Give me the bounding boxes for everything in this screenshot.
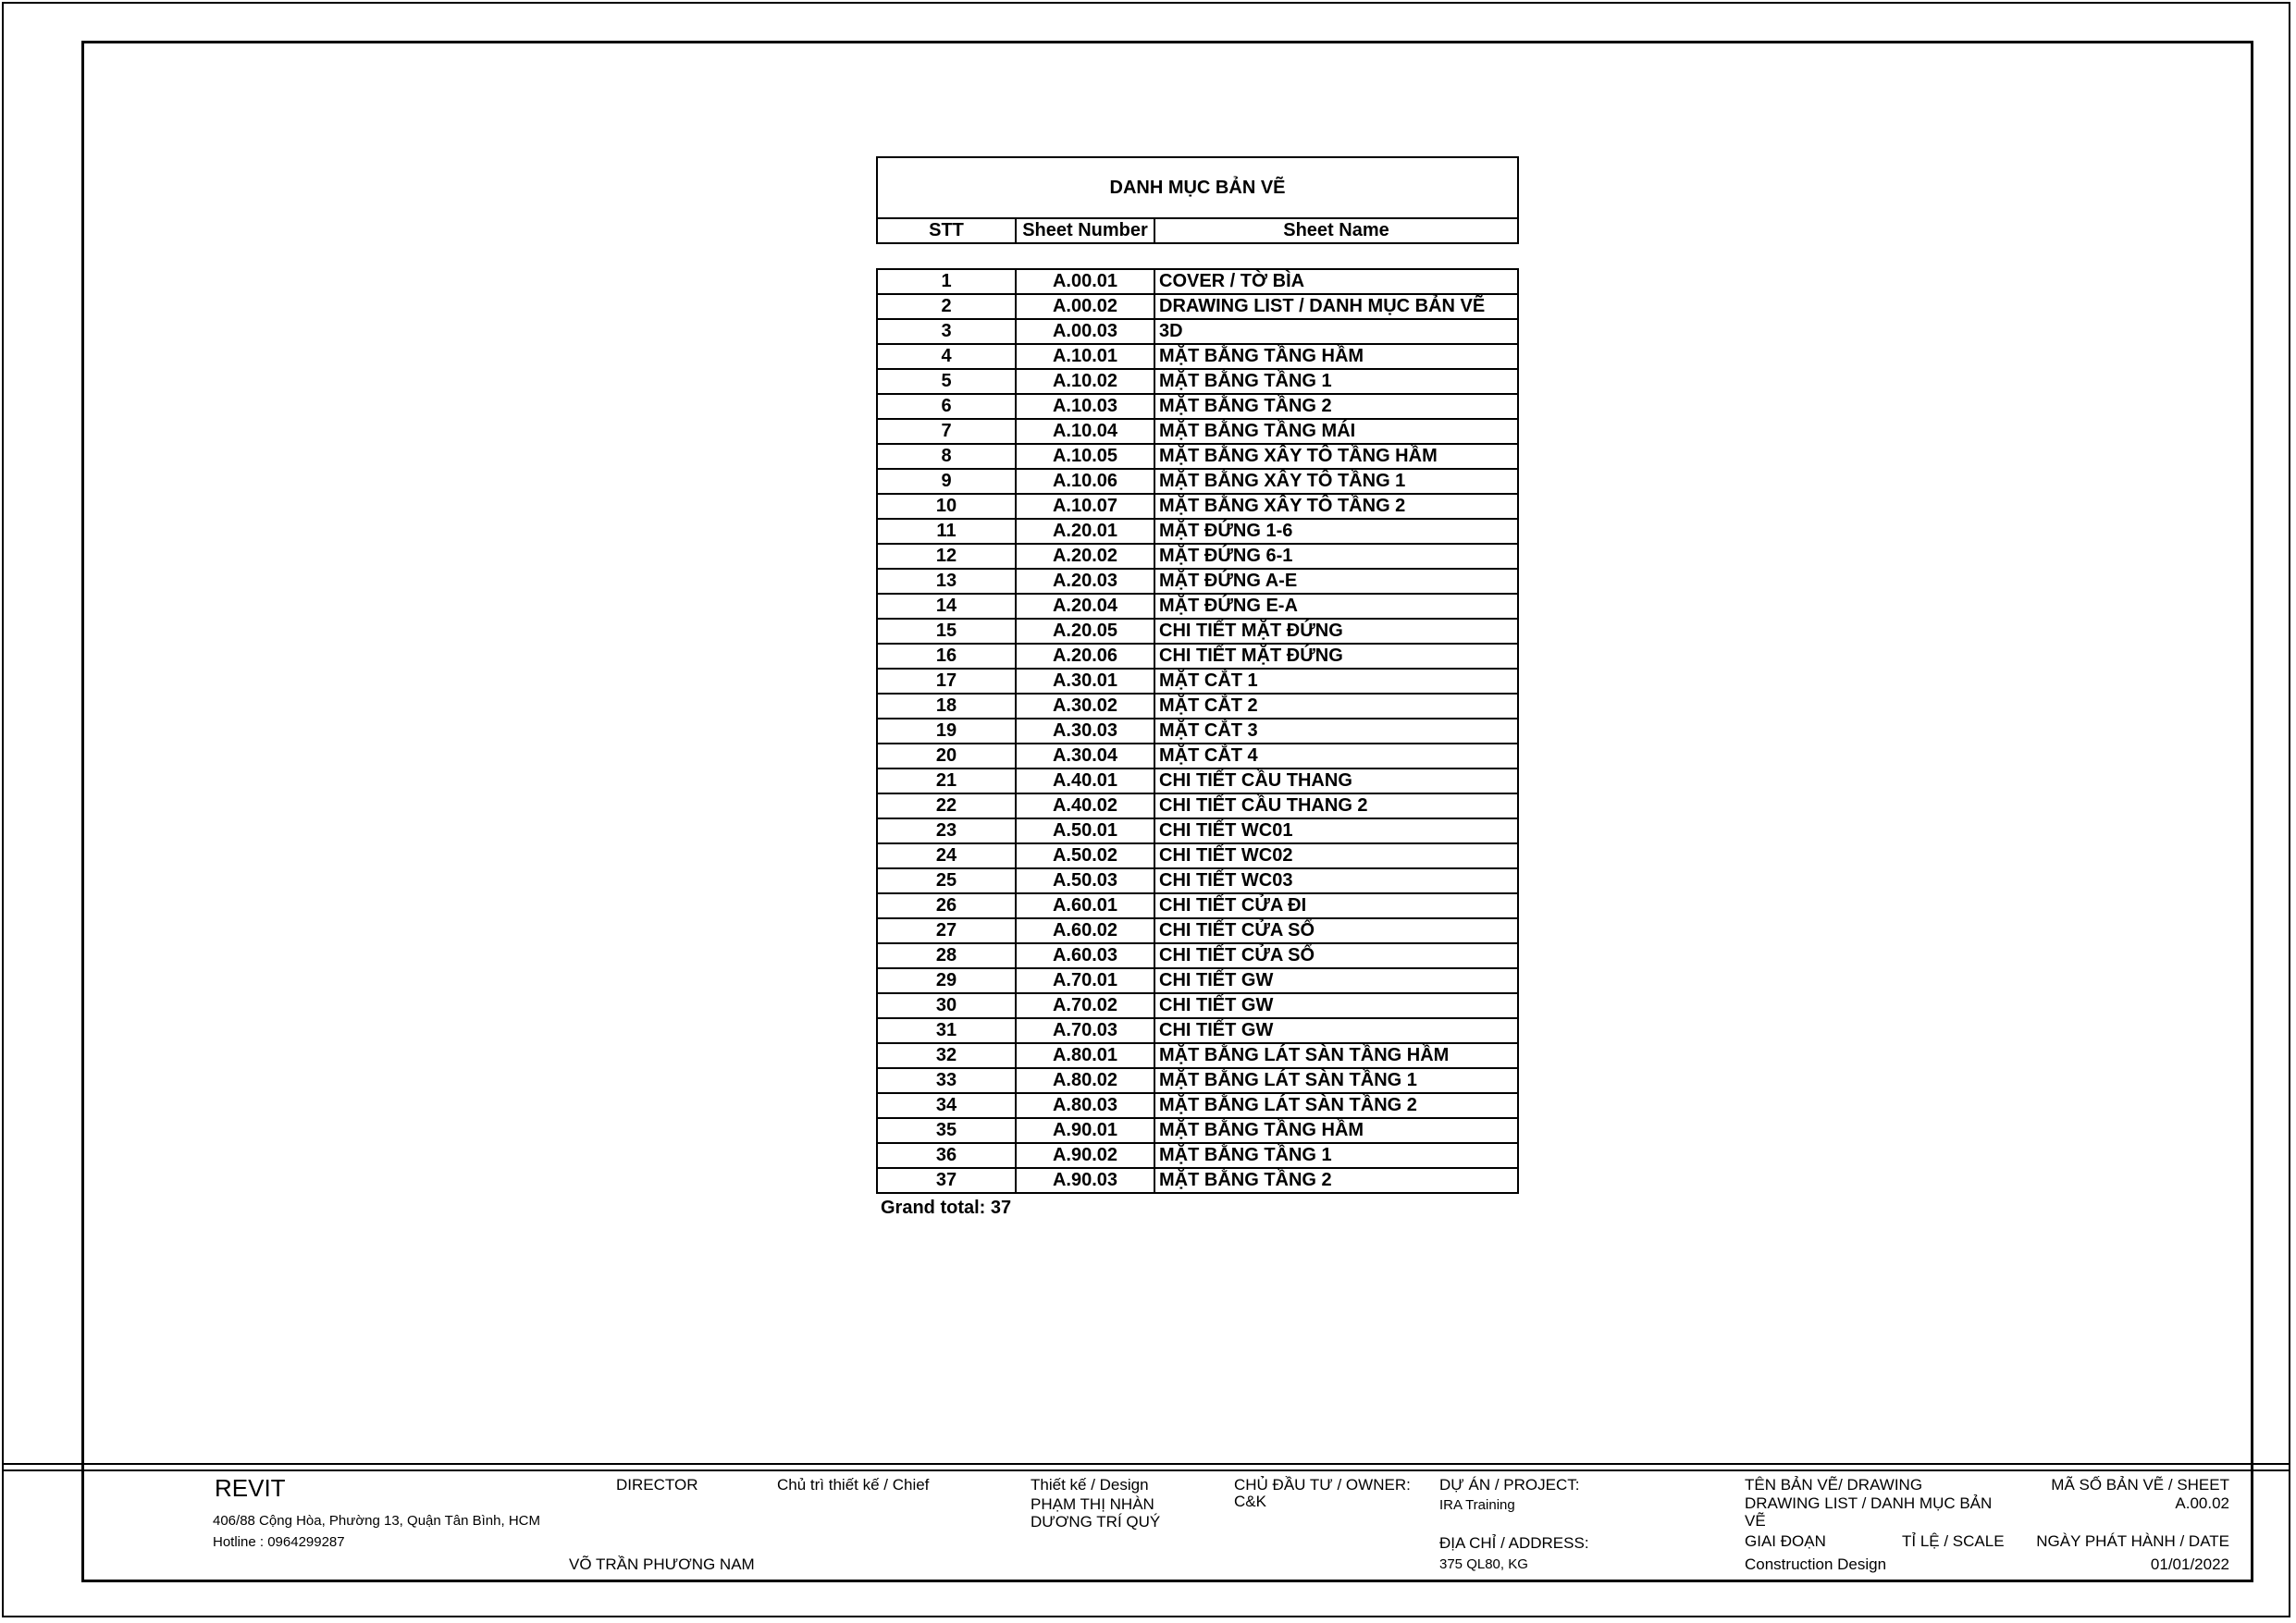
row-sheet-number: A.80.02 [1016,1068,1154,1093]
director-name: VÕ TRẦN PHƯƠNG NAM [569,1555,755,1573]
row-stt: 17 [877,669,1016,694]
schedule-body-table [876,268,1519,1194]
row-sheet-name: CHI TIẾT CỬA SỔ [1154,943,1518,968]
row-sheet-number: A.40.01 [1016,768,1154,793]
schedule-title: DANH MỤC BẢN VẼ [876,156,1519,217]
table-row [877,1168,1518,1193]
table-row [877,269,1518,294]
table-row [877,918,1518,943]
row-sheet-number: A.30.01 [1016,669,1154,694]
row-sheet-name: CHI TIẾT GW [1154,1018,1518,1043]
drawing-label: TÊN BẢN VẼ/ DRAWING [1745,1476,1923,1494]
sheet-label: MÃ SỐ BẢN VẼ / SHEET [2051,1476,2229,1494]
row-stt: 37 [877,1168,1016,1193]
row-sheet-number: A.20.06 [1016,644,1154,669]
row-sheet-number: A.10.05 [1016,444,1154,469]
row-stt: 8 [877,444,1016,469]
row-stt: 34 [877,1093,1016,1118]
address-value: 375 QL80, KG [1439,1556,1528,1572]
row-sheet-number: A.80.03 [1016,1093,1154,1118]
row-sheet-name: MẶT BẰNG LÁT SÀN TẦNG 1 [1154,1068,1518,1093]
row-stt: 3 [877,319,1016,344]
table-row [877,993,1518,1018]
row-stt: 21 [877,768,1016,793]
row-sheet-name: COVER / TỜ BÌA [1154,269,1518,294]
row-sheet-name: CHI TIẾT WC02 [1154,843,1518,868]
row-stt: 22 [877,793,1016,818]
table-row [877,768,1518,793]
table-row [877,669,1518,694]
row-sheet-name: MẶT BẰNG XÂY TÔ TẦNG HẦM [1154,444,1518,469]
table-row [877,893,1518,918]
table-row [877,1068,1518,1093]
row-sheet-number: A.70.03 [1016,1018,1154,1043]
row-sheet-number: A.00.01 [1016,269,1154,294]
row-stt: 15 [877,619,1016,644]
row-stt: 4 [877,344,1016,369]
owner-value: C&K [1234,1493,1266,1510]
company-hotline: Hotline : 0964299287 [213,1534,345,1550]
table-row [877,1043,1518,1068]
row-sheet-number: A.20.01 [1016,519,1154,544]
row-stt: 16 [877,644,1016,669]
row-stt: 20 [877,744,1016,768]
row-sheet-number: A.10.01 [1016,344,1154,369]
row-sheet-number: A.50.03 [1016,868,1154,893]
scale-label: TỈ LỆ / SCALE [1902,1532,2005,1550]
row-sheet-name: MẶT BẰNG XÂY TÔ TẦNG 2 [1154,494,1518,519]
row-sheet-number: A.70.02 [1016,993,1154,1018]
row-sheet-name: CHI TIẾT WC03 [1154,868,1518,893]
row-stt: 13 [877,569,1016,594]
row-sheet-name: CHI TIẾT MẶT ĐỨNG [1154,644,1518,669]
row-sheet-number: A.10.02 [1016,369,1154,394]
row-stt: 9 [877,469,1016,494]
row-sheet-number: A.40.02 [1016,793,1154,818]
row-sheet-number: A.10.04 [1016,419,1154,444]
drawing-value-line1: DRAWING LIST / DANH MỤC BẢN [1745,1494,1993,1512]
table-row [877,469,1518,494]
row-stt: 14 [877,594,1016,619]
table-row [877,818,1518,843]
table-row [877,1018,1518,1043]
row-sheet-number: A.20.05 [1016,619,1154,644]
row-stt: 28 [877,943,1016,968]
schedule-header-table [876,217,1519,244]
row-sheet-name: MẶT BẰNG TẦNG 1 [1154,1143,1518,1168]
row-stt: 27 [877,918,1016,943]
row-stt: 26 [877,893,1016,918]
row-sheet-number: A.50.02 [1016,843,1154,868]
row-sheet-name: CHI TIẾT CẦU THANG [1154,768,1518,793]
row-sheet-name: MẶT ĐỨNG A-E [1154,569,1518,594]
row-sheet-number: A.60.02 [1016,918,1154,943]
row-stt: 32 [877,1043,1016,1068]
row-sheet-number: A.20.04 [1016,594,1154,619]
row-sheet-number: A.60.03 [1016,943,1154,968]
row-sheet-number: A.10.07 [1016,494,1154,519]
owner-label: CHỦ ĐẦU TƯ / OWNER: [1234,1476,1411,1494]
row-sheet-number: A.00.03 [1016,319,1154,344]
row-stt: 36 [877,1143,1016,1168]
table-row [877,344,1518,369]
row-sheet-number: A.20.03 [1016,569,1154,594]
table-row [877,968,1518,993]
row-sheet-name: CHI TIẾT MẶT ĐỨNG [1154,619,1518,644]
project-label: DỰ ÁN / PROJECT: [1439,1476,1580,1494]
row-sheet-number: A.80.01 [1016,1043,1154,1068]
row-sheet-name: 3D [1154,319,1518,344]
table-row [877,694,1518,719]
row-stt: 1 [877,269,1016,294]
project-value: IRA Training [1439,1497,1515,1513]
table-row [877,868,1518,893]
row-sheet-name: CHI TIẾT CỬA ĐI [1154,893,1518,918]
row-stt: 19 [877,719,1016,744]
row-sheet-name: MẶT ĐỨNG 1-6 [1154,519,1518,544]
row-sheet-name: MẶT BẰNG TẦNG MÁI [1154,419,1518,444]
header-sheet-number: Sheet Number [1016,218,1154,243]
table-row [877,419,1518,444]
row-stt: 6 [877,394,1016,419]
row-sheet-number: A.10.03 [1016,394,1154,419]
table-row [877,793,1518,818]
table-row [877,444,1518,469]
row-stt: 10 [877,494,1016,519]
row-sheet-name: CHI TIẾT CỬA SỔ [1154,918,1518,943]
company-name: REVIT [215,1474,286,1502]
row-sheet-name: MẶT BẰNG TẦNG 2 [1154,394,1518,419]
drawing-list-schedule [876,156,1519,1219]
phase-label: GIAI ĐOẠN [1745,1532,1826,1550]
row-stt: 25 [877,868,1016,893]
row-sheet-number: A.20.02 [1016,544,1154,569]
table-row [877,644,1518,669]
row-sheet-name: MẶT BẰNG XÂY TÔ TẦNG 1 [1154,469,1518,494]
table-row [877,1093,1518,1118]
row-sheet-name: MẶT CẮT 1 [1154,669,1518,694]
table-row [877,294,1518,319]
row-sheet-number: A.60.01 [1016,893,1154,918]
schedule-header-row [877,218,1518,243]
header-sheet-name: Sheet Name [1154,218,1518,243]
row-sheet-number: A.10.06 [1016,469,1154,494]
row-sheet-number: A.50.01 [1016,818,1154,843]
chief-label: Chủ trì thiết kế / Chief [777,1476,930,1494]
row-stt: 12 [877,544,1016,569]
grand-total: Grand total: 37 [881,1198,1012,1218]
date-value: 01/01/2022 [2150,1555,2229,1573]
table-row [877,494,1518,519]
row-sheet-number: A.90.03 [1016,1168,1154,1193]
row-sheet-number: A.90.01 [1016,1118,1154,1143]
table-row [877,519,1518,544]
row-stt: 33 [877,1068,1016,1093]
row-stt: 35 [877,1118,1016,1143]
table-row [877,569,1518,594]
row-sheet-number: A.30.02 [1016,694,1154,719]
table-row [877,744,1518,768]
header-stt: STT [877,218,1016,243]
sheet-value: A.00.02 [2175,1494,2229,1512]
table-row [877,544,1518,569]
drawing-value-line2: VẼ [1745,1512,1766,1530]
row-stt: 18 [877,694,1016,719]
row-stt: 2 [877,294,1016,319]
row-sheet-name: MẶT BẰNG LÁT SÀN TẦNG HẦM [1154,1043,1518,1068]
company-address: 406/88 Cộng Hòa, Phường 13, Quận Tân Bình, HCM [213,1513,540,1529]
design-label: Thiết kế / Design [1031,1476,1149,1494]
title-block-divider-inner [2,1469,2290,1471]
row-sheet-name: MẶT BẰNG LÁT SÀN TẦNG 2 [1154,1093,1518,1118]
designer-1: PHẠM THỊ NHÀN [1031,1495,1154,1513]
table-row [877,594,1518,619]
table-row [877,943,1518,968]
row-sheet-number: A.30.03 [1016,719,1154,744]
row-sheet-number: A.30.04 [1016,744,1154,768]
row-stt: 7 [877,419,1016,444]
row-stt: 5 [877,369,1016,394]
table-row [877,719,1518,744]
row-sheet-name: DRAWING LIST / DANH MỤC BẢN VẼ [1154,294,1518,319]
row-stt: 23 [877,818,1016,843]
table-row [877,619,1518,644]
row-sheet-name: CHI TIẾT GW [1154,993,1518,1018]
row-stt: 30 [877,993,1016,1018]
director-label: DIRECTOR [616,1476,698,1494]
table-row [877,1143,1518,1168]
table-row [877,319,1518,344]
table-row [877,1118,1518,1143]
row-stt: 31 [877,1018,1016,1043]
row-sheet-name: MẶT ĐỨNG 6-1 [1154,544,1518,569]
row-sheet-name: CHI TIẾT CẦU THANG 2 [1154,793,1518,818]
address-label: ĐỊA CHỈ / ADDRESS: [1439,1534,1589,1552]
row-sheet-number: A.90.02 [1016,1143,1154,1168]
table-row [877,369,1518,394]
row-stt: 29 [877,968,1016,993]
designer-2: DƯƠNG TRÍ QUÝ [1031,1513,1161,1531]
table-row [877,843,1518,868]
row-sheet-name: CHI TIẾT GW [1154,968,1518,993]
row-sheet-name: MẶT CẮT 2 [1154,694,1518,719]
row-stt: 24 [877,843,1016,868]
row-sheet-name: MẶT CẮT 4 [1154,744,1518,768]
row-sheet-name: MẶT BẰNG TẦNG 2 [1154,1168,1518,1193]
table-row [877,394,1518,419]
row-sheet-number: A.70.01 [1016,968,1154,993]
row-sheet-name: CHI TIẾT WC01 [1154,818,1518,843]
row-sheet-name: MẶT ĐỨNG E-A [1154,594,1518,619]
row-sheet-name: MẶT BẰNG TẦNG HẦM [1154,1118,1518,1143]
row-sheet-name: MẶT BẰNG TẦNG HẦM [1154,344,1518,369]
title-block-divider [2,1463,2290,1465]
row-sheet-name: MẶT BẰNG TẦNG 1 [1154,369,1518,394]
date-label: NGÀY PHÁT HÀNH / DATE [2036,1532,2229,1550]
phase-value: Construction Design [1745,1555,1887,1573]
row-sheet-number: A.00.02 [1016,294,1154,319]
row-stt: 11 [877,519,1016,544]
row-sheet-name: MẶT CẮT 3 [1154,719,1518,744]
